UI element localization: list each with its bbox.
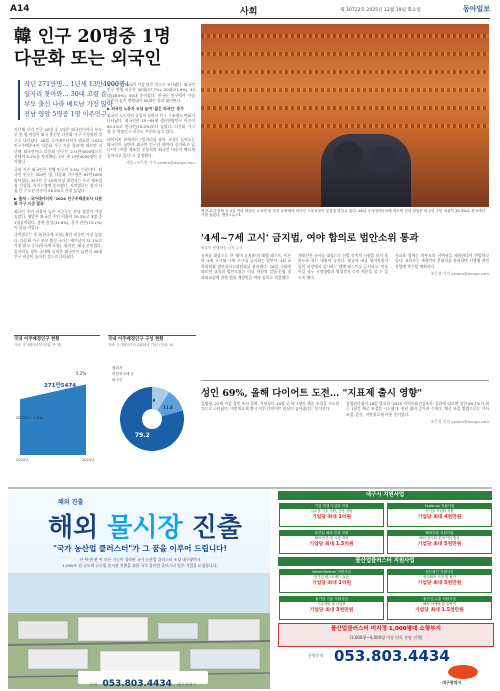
ad-slogan: "국가 농산업 클러스터"가 그 꿈을 이루어 드립니다!: [53, 544, 227, 553]
ad-contact-number: 053.803.4434: [334, 647, 450, 665]
photo-subjects: [321, 134, 411, 207]
headline-line-1: 韓 인구 20명중 1명: [14, 27, 171, 47]
support-box: [279, 503, 384, 527]
data-label: 5.2%: [76, 371, 87, 376]
support-box-amount: 기업당 최대 1억원: [311, 581, 352, 587]
deck-line: 부모 출신 나라 베트남 가장 많아: [24, 101, 114, 108]
support-box: [387, 530, 492, 554]
charts-area: [14, 335, 196, 470]
support-box-desc: 글로벌 기술 지원, 인증 지원: [310, 509, 353, 513]
chart-composition: [108, 335, 196, 471]
support-box: [279, 530, 384, 554]
chart-subtitle: 자료: 국가데이터처 (단위: 만 명): [14, 343, 62, 347]
x-tick-label: 2020년: [16, 458, 29, 462]
support-box-amount: 기업당 최대 1.5천만원: [415, 608, 464, 614]
main-body-col2: [107, 82, 195, 322]
ad-eyebrow: 해외 진출: [58, 499, 84, 506]
support-box-amount: 기업당 최대 5천만원: [417, 581, 462, 587]
support-box-title: 물기업 기술 지원사업: [280, 597, 383, 602]
support-box: [387, 596, 492, 620]
support-box-desc: 성능확인 시험 및 평가: [423, 575, 456, 579]
ad-text1: 산·학·연·관 이 모든 기능이 집약된 국가 농산업 클러스터 조성 대구광역시: [79, 557, 201, 562]
ad-bottom-title: 물산업클러스터 미지정 1,000평대 소형부지: [331, 626, 441, 632]
article3-col1: [201, 401, 339, 481]
pie-chart-svg: [108, 347, 196, 462]
ad-phone-box: [78, 671, 208, 689]
ad-phone-label: 문의: [89, 682, 98, 687]
article2-kicker: 영유아 선행학습 금지 논의: [201, 246, 243, 250]
support-box-title: 성능확인 지원사업: [388, 570, 491, 575]
slice-value-label: 9: [152, 397, 156, 403]
ad-left-panel: [8, 489, 270, 689]
support-box-title: Scale-up 지원사업: [388, 504, 491, 509]
support-box: [279, 596, 384, 620]
legend-entry: 귀화자: [112, 366, 123, 370]
ad-headline-pre: 해외: [48, 513, 99, 543]
support-box-title: 기업 연계 사업화 지원: [280, 504, 383, 509]
chart-subtitle: 자료: 국가데이터처 (2024년 기준) (단위: %): [108, 343, 174, 347]
main-headline: [14, 26, 194, 70]
article3-headline: 성인 69%, 올해 다이어트 도전… "지표제 출시 영향": [201, 388, 423, 399]
support-box-desc: 해외 인증 및 시장 개척: [314, 536, 349, 540]
advertisement: [8, 487, 492, 689]
support-box-amount: 기업당 최대 4천만원: [417, 515, 462, 521]
newspaper-logo: 동아일보: [462, 5, 490, 13]
slice-value-label: 79.2: [134, 431, 150, 439]
chart-population: [14, 335, 100, 471]
ad-headline-post: 진출: [191, 513, 242, 543]
page-number: A14: [10, 4, 30, 14]
ad-bottom-box: [278, 623, 494, 647]
support-box-title: Water-Partner 지원사업: [280, 570, 383, 575]
chart-title: 국내 이주배경인구 구성 현황: [108, 337, 164, 342]
slice-value-label: 11.8: [162, 405, 173, 411]
paragraph: 국내 거주 외국인은 전체 인구의 3.9% 수준이다. 외국인 인구는 204만 명, 다문화 가구원은 67만5000명이었다. 외국인 중 15세 이상 취업자는 주로 제조업과 건설업, 서비스업에 종사했다. 지역별로는 경기·서울 등 수도권 비중이 56.5%로 가장 높았다.: [14, 166, 102, 194]
support-box-desc: 해외 전시회 및 바이어 발굴: [419, 536, 460, 540]
divider: [201, 380, 489, 381]
ad-text2: 1,000조 원 규모의 글로벌 물시장 진출을 위한 국가 물산업 클러스터 입주 기업을 모집합니다.: [62, 563, 218, 568]
ad-headline: [48, 507, 242, 544]
ad-phone-number: 053.803.4434: [102, 679, 172, 689]
deck-line: 작년 271만명… 1년새 13만4000명↑: [24, 81, 131, 88]
headline-line-2: 다문화 또는 외국인: [14, 49, 162, 69]
news-photo: [201, 24, 489, 207]
legend-entry: 이민자 2세 등: [112, 372, 134, 376]
ad-headline-emph: 물시장: [107, 513, 183, 543]
paragraph: 외국인 노동자의 유입이 늘면서 인구 구조에도 변화가 나타났다. 외국인은 15~64세 생산연령인구 비중이 90.5%로 한국인(70.4%)보다 높았다. 다문화 가구원 중 학령인구 비중도 꾸준히 늘고 있다.: [107, 113, 195, 135]
article2-headline: '4세~7세 고시' 금지법, 여야 합의로 법안소위 통과: [201, 233, 419, 244]
support-box-title: 물산업 해외 진출 지원: [280, 531, 383, 536]
photo-caption: 영암 무김 말릭 곳 2일 전남 영암군 도포면 한 곶감 농장에서 외국인 노동자들이 곶감을 말리고 있다. 18일 국가데이터처에 따르면 전남 영암은 외국인 주민 비율이 20.3%로 전국에서 가장 높았다. 영암=뉴스1: [201, 209, 486, 218]
support-box-amount: 기업당 최대 3천만원: [309, 608, 354, 614]
area-chart-svg: [14, 347, 100, 462]
deck-line: 일자리 찾아와… 30대 고령 순: [24, 91, 108, 98]
deck-line: 전남 영암 5명중 1명 이주민구: [24, 111, 107, 118]
support-box-desc: 해외 마케팅 및 통번역: [423, 602, 456, 606]
paragraph-note: ▶ 출처 : 국가데이터처 '2024 인구주택총조사 다문화 가구 기준 결과': [14, 195, 102, 207]
paragraph: 외국인 중 30대가 가장 많은 것으로 조사됐다. 외국인 인구 연령 비중은 30대(27.7%), 20대(21.9%), 40대(18.9%), 50대 순이었다. 한국인 인구에서 가장 비중이 높은 연령대가 50대인 것과 대비된다.: [107, 82, 195, 104]
ad-bottom-sub: (1,000평~4,000평 이상 단독 분양 진행): [349, 635, 423, 640]
main-body-col1: [14, 127, 102, 330]
paragraph: 데이터처 관계자는 "일자리를 찾아 국내로 들어오는 외국인이 늘면서 외국인 인구가 해마다 증가하고 있다"며 "지방 제조업 중심지의 외국인 비중이 빠르게 높아지고 있다"고 설명했다.: [107, 136, 195, 158]
support-box-desc: 신기술 사업화 지원: [425, 509, 454, 513]
legend-entry: 외국인: [112, 378, 123, 382]
data-label: 271만5474: [44, 383, 77, 389]
donut-hole: [142, 409, 162, 429]
paragraph: 질병관리청이 18일 발표한 '2025 지역사회건강조사' 결과에 따르면 성인 69.1%가 최근 1년간 체중 조절을 시도했다. 전년 대비 증가한 수치다. 체중 조절 방법으로는 식사 조절, 운동, 비만치료제 사용 순이었다.: [346, 401, 489, 417]
support-box-amount: 기업당 최대 1.5억원: [309, 542, 354, 548]
ad-right-title2: 물산업클러스터 지원사업: [278, 557, 492, 566]
article3-col2: [346, 401, 489, 481]
support-box-desc: 물기업 테스트베드 실증: [314, 575, 349, 579]
ad-right-org: 대구광역시: [442, 680, 462, 685]
paragraph: 국적별로는 중국(한국계 포함) 출신 비중이 가장 높았다. 다문화 가구 부모 출신 국가는 베트남이 31.1%로 가장 많고 중국(한국계 포함), 필리핀, 태국 순이었다. 일자리를 찾아 국내에 들어온 외국인이 늘면서 30대 인구 비중이 높아진 것으로 나타났다.: [14, 232, 102, 259]
subheading: ▶ 외국인 노동자 유입 늘며 '젊은 외국인' 증가: [107, 105, 184, 111]
support-box: [387, 569, 492, 593]
article2-col2: [298, 253, 388, 377]
article2-col1: [201, 253, 291, 377]
byline: 조응형 기자 yesbro@donga.com: [430, 271, 489, 277]
section-title: 사회: [240, 7, 258, 17]
page-header: [10, 4, 490, 19]
data-label: 2020년도 3.9%: [16, 416, 43, 420]
paragraph: 지난해 우리 인구 20명 중 1명은 외국인이거나 부모 중 한 명 이상이 외국 출신인 다문화 가구 구성원인 것으로 나타났다. 18일 국가데이터처가 발표한 '2024 인구주택총조사 다문화 가구 기준 결과'에 따르면 지난해 외국인이나 다문화 인구는 271만5000명으로 전체의 5.2%를 차지했다. 1년 새 13만4000명이 증가했다.: [14, 127, 102, 165]
x-tick-label: 2024년: [82, 458, 95, 462]
support-box: [279, 569, 384, 593]
dateline: 제 30722호 2025년 12월 19일 화요일: [340, 8, 421, 13]
paragraph: 개정안은 유아를 대상으로 선발 목적의 시험을 보지 못하도록 하는 내용이 골자다. 영유아 대상 영어학원이 입학 과정에서 실시하는 레벨 테스트를 금지하고, 이를 어길 경우 시정명령과 영업정지 등의 처분을 할 수 있도록 했다.: [298, 253, 388, 280]
support-box-amount: 기업당 최대 5천만원: [417, 542, 462, 548]
ad-contact-label: 분양문의: [308, 653, 324, 658]
paragraph: 외국인 주민 비율이 높은 시군구는 전남 영암이 가장 높았다. 영암은 외국인 주민 비율이 20.3%로 5명 중 1명꼴이었다. 충북 음성(15.6%), 경기 안산(15.1%)이 뒤를 이었다.: [14, 208, 102, 230]
paragraph: 사교육 업계는 학부모의 선택권을 제한한다며 반발하고 있다. 교육부는 개정안이 본회의를 통과하면 시행령 개정 작업에 착수할 계획이다.: [395, 253, 489, 269]
article2-col3: [395, 253, 489, 377]
byline: 조응형 기자 yesbro@donga.com: [430, 419, 489, 425]
support-box: [387, 503, 492, 527]
ad-org: 대구광역시: [177, 682, 197, 687]
ad-right-title1: 대구시 지원사업: [278, 491, 492, 500]
support-box-title: 해외진출 지원사업: [388, 531, 491, 536]
support-box-amount: 기업당 최대 1억원: [311, 515, 352, 521]
support-box-title: 물산업 수출 지원사업: [388, 597, 491, 602]
chart-title: 국내 이주배경인구 현황: [14, 337, 60, 342]
byline: 세종=조응형 기자 yesbro@donga.com: [125, 160, 195, 166]
ad-right-panel: [278, 489, 492, 689]
paragraph: 질병청, 20세 이상 성인 조사 결과, 작년보다 10명 중 약 7명이 체중 조절을 시도한 것으로 나타났다. 비만치료제 출시 이후 다이어트 관심이 높아졌다는 분석이다.: [201, 401, 339, 412]
city-logo-icon: [448, 665, 478, 679]
paragraph: 유아를 대상으로 한 '영어 유치원'의 레벨 테스트, 이른바 '4세 고시'와 '7세 고시'를 금지하는 법안이 국회 교육위원회 법안심사소위원회를 통과했다. 18일 국회에 따르면 교육위 법안소위는 이날 학원의 설립·운영 및 과외교습에 관한 법률 개정안을 여야 합의로 의결했다.: [201, 253, 291, 280]
support-box-desc: 기술개발 및 사업화: [317, 602, 346, 606]
